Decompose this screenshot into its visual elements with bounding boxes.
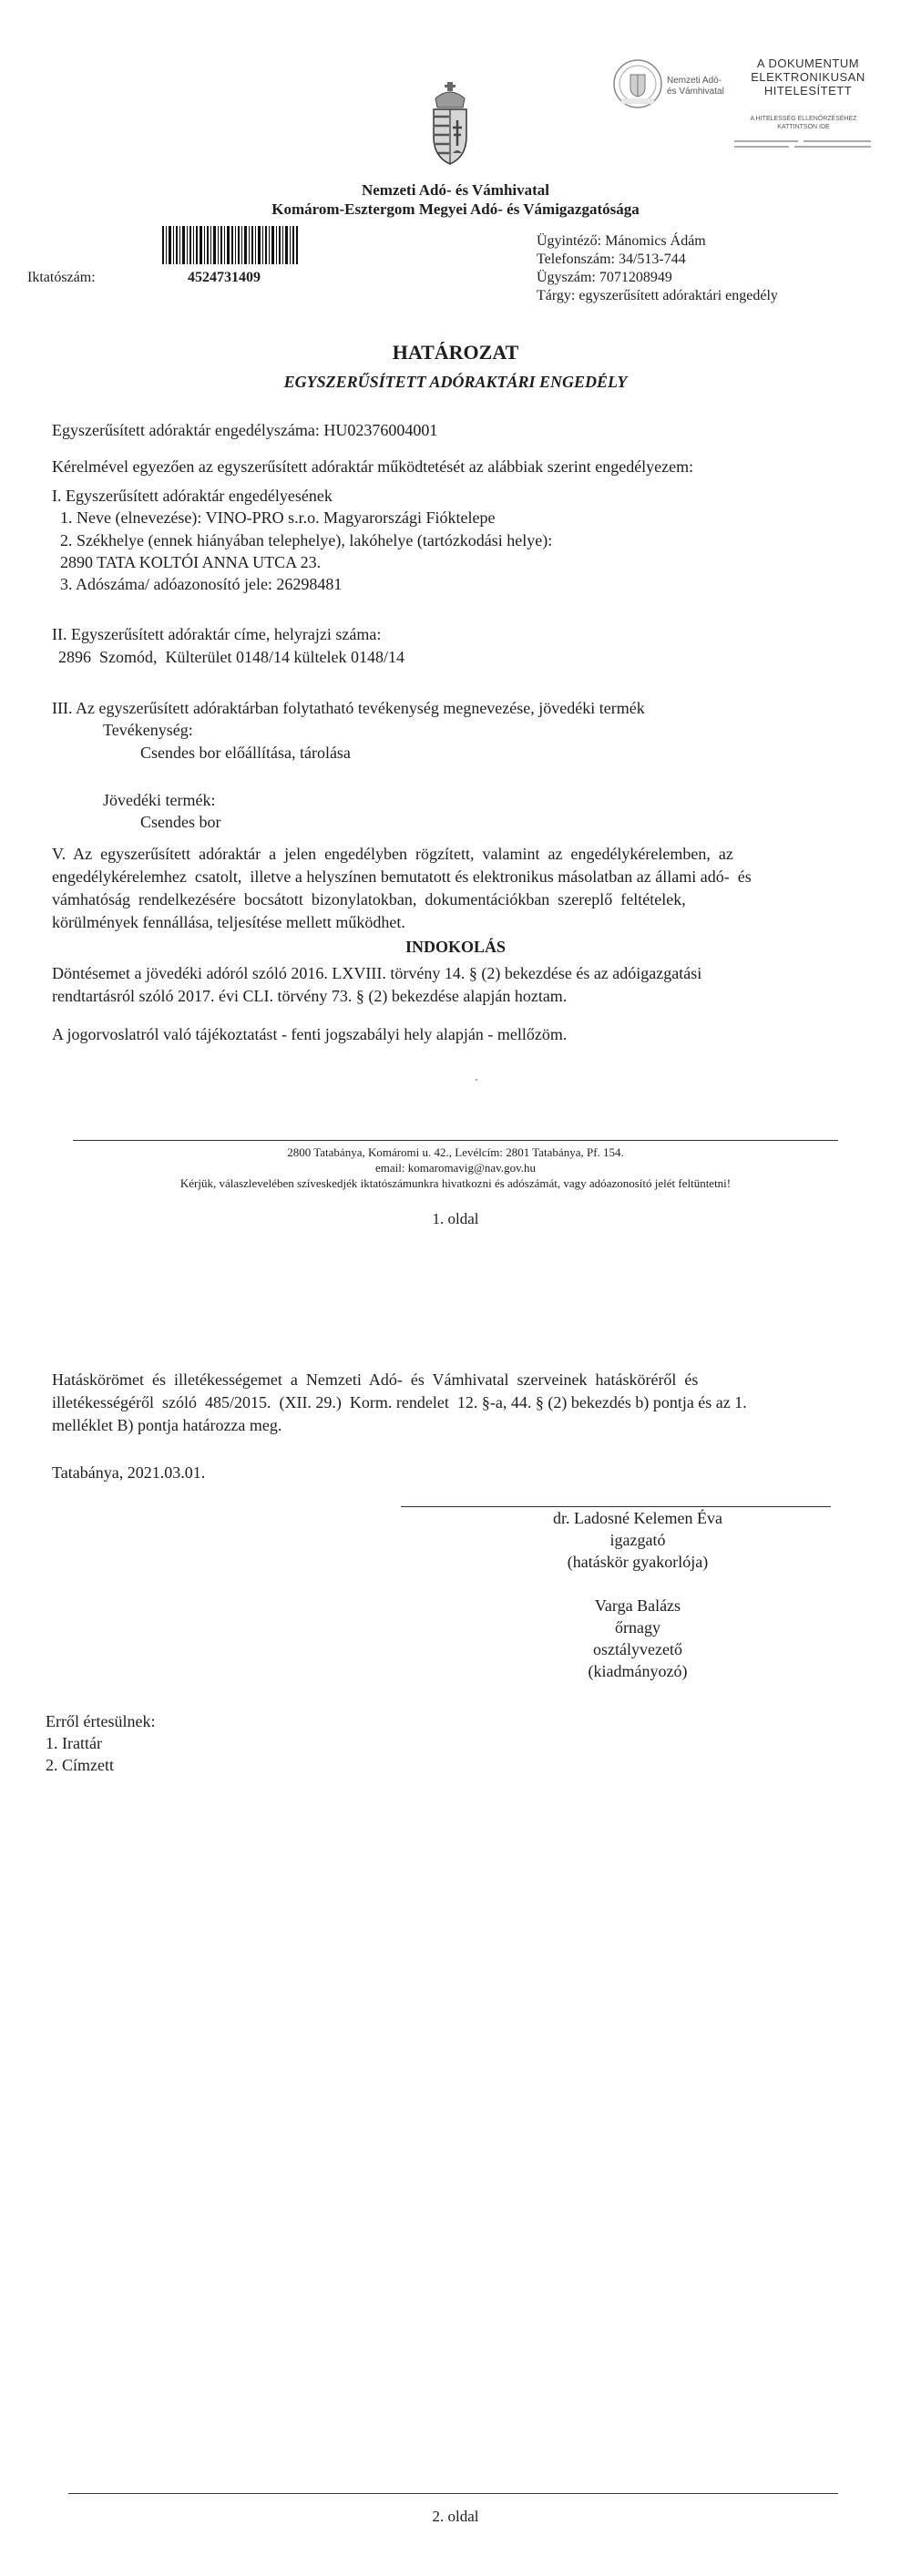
document-title: HATÁROZAT (392, 341, 519, 364)
subject: Tárgy: egyszerűsített adóraktári engedély (537, 288, 778, 303)
footer-address: 2800 Tatabánya, Komáromi u. 42., Levélcím: 2801 Tatabánya, Pf. 154. (287, 1145, 624, 1159)
product-label: Jövedéki termék: (103, 791, 216, 809)
intro-text: Kérelmével egyezően az egyszerűsített adóraktár működtetését az alábbiak szerint engedélyezem: (52, 457, 694, 476)
authentication-stamp[interactable] (612, 44, 876, 162)
signer-2-role: osztályvezető (593, 1640, 682, 1658)
signer-1-note: (hatáskör gyakorlója) (567, 1553, 709, 1571)
section-2-title: II. Egyszerűsített adóraktár címe, helyrajzi száma: (52, 625, 382, 643)
footer-email[interactable]: email: komaromavig@nav.gov.hu (375, 1161, 536, 1175)
legal-remedy-note: A jogorvoslatról való tájékoztatást - fenti jogszabályi hely alapján - mellőzöm. (52, 1025, 568, 1043)
reasoning-line-2: rendtartásról szóló 2017. évi CLI. törvény 73. § (2) bekezdése alapján hoztam. (52, 987, 568, 1005)
document-subtitle: EGYSZERŰSÍTETT ADÓRAKTÁRI ENGEDÉLY (283, 373, 628, 391)
hungarian-coat-of-arms-icon (423, 80, 477, 171)
filing-label: Iktatószám: (27, 270, 96, 285)
case-officer: Ügyintéző: Mánomics Ádám (537, 233, 706, 249)
section-5-line-3: vámhatóság rendelkezésére bocsátott bizonylatokban, dokumentációkban szereplő feltételek, (52, 890, 686, 908)
notified-title: Erről értesülnek: (46, 1712, 156, 1730)
competence-line-3: melléklet B) pontja határozza meg. (52, 1416, 282, 1434)
stamp-org-text: Nemzeti Adó- és Vámhivatal (667, 76, 724, 97)
notified-item-2: 2. Címzett (46, 1756, 114, 1774)
section-3-title: III. Az egyszerűsített adóraktárban folytatható tevékenység megnevezése, jövedéki termék (52, 699, 645, 717)
section-1-title: I. Egyszerűsített adóraktár engedélyesének (52, 487, 333, 505)
nav-seal-icon (612, 56, 663, 111)
notified-item-1: 1. Irattár (46, 1734, 102, 1752)
competence-line-2: illetékességéről szóló 485/2015. (XII. 29.) Korm. rendelet 12. §-a, 44. § (2) bekezdés b) pontja és az 1. (52, 1393, 747, 1411)
section-1-item-2: 2. Székhelye (ennek hiányában telephelye), lakóhelye (tartózkodási helye): (60, 531, 553, 549)
footer-note: Kérjük, válaszlevelében szíveskedjék iktatószámunkra hivatkozni és adószámát, vagy adóazonosító jelét feltüntetni! (179, 1176, 732, 1190)
license-number: Egyszerűsített adóraktár engedélyszáma: HU02376004001 (52, 421, 438, 439)
reasoning-line-1: Döntésemet a jövedéki adóról szóló 2016. LXVIII. törvény 14. § (2) bekezdése és az adóigazgatási (52, 964, 702, 982)
page-number-2: 2. oldal (432, 2508, 479, 2525)
stamp-verify-link[interactable]: A HITELESSÉG ELLENŐRZÉSÉHEZ KATTINTSON IDE (750, 116, 857, 130)
page-2-footer-rule (68, 2493, 838, 2494)
signer-2-note: (kiadmányozó) (588, 1662, 688, 1680)
activity-label: Tevékenység: (103, 721, 193, 739)
section-5-line-2: engedélykérelemhez csatolt, illetve a helyszínen bemutatott és elektronikus másolatban az állami adó- és (52, 867, 752, 886)
section-1-item-1: 1. Neve (elnevezése): VINO-PRO s.r.o. Magyarországi Fióktelepe (60, 508, 496, 527)
case-number: Ügyszám: 7071208949 (537, 270, 672, 285)
scan-speck (476, 1079, 477, 1081)
filing-number: 4524731409 (188, 270, 261, 285)
phone-number: Telefonszám: 34/513-744 (537, 251, 686, 267)
section-5-line-1: V. Az egyszerűsített adóraktár a jelen engedélyben rögzített, valamint az engedélykérelemben, az (52, 845, 733, 863)
signer-2-rank: őrnagy (615, 1618, 660, 1637)
activity-value: Csendes bor előállítása, tárolása (140, 744, 351, 762)
stamp-fine-print (731, 139, 876, 151)
reasoning-title: INDOKOLÁS (404, 938, 507, 956)
competence-line-1: Hatáskörömet és illetékességemet a Nemzeti Adó- és Vámhivatal szerveinek hatásköréről és (52, 1370, 699, 1389)
stamp-title: A DOKUMENTUM ELEKTRONIKUSAN HITELESÍTETT (751, 56, 865, 97)
footer-rule (73, 1140, 838, 1141)
place-date: Tatabánya, 2021.03.01. (52, 1463, 206, 1482)
section-1-item-2-value: 2890 TATA KOLTÓI ANNA UTCA 23. (60, 553, 322, 571)
product-value: Csendes bor (140, 813, 221, 831)
org-name: Nemzeti Adó- és Vámhivatal (361, 181, 550, 199)
directorate-name: Komárom-Esztergom Megyei Adó- és Vámigazgatósága (271, 200, 640, 218)
page-number-1: 1. oldal (432, 1210, 479, 1227)
signer-1-role: igazgató (609, 1531, 666, 1549)
signer-1-name: dr. Ladosné Kelemen Éva (553, 1509, 722, 1527)
signer-2-name: Varga Balázs (594, 1596, 681, 1615)
section-5-line-4: körülmények fennállása, teljesítése mellett működhet. (52, 913, 405, 931)
section-2-value: 2896 Szomód, Külterület 0148/14 kültelek 0148/14 (58, 648, 404, 666)
barcode-icon (162, 226, 299, 264)
section-1-item-3: 3. Adószáma/ adóazonosító jele: 26298481 (60, 575, 343, 593)
